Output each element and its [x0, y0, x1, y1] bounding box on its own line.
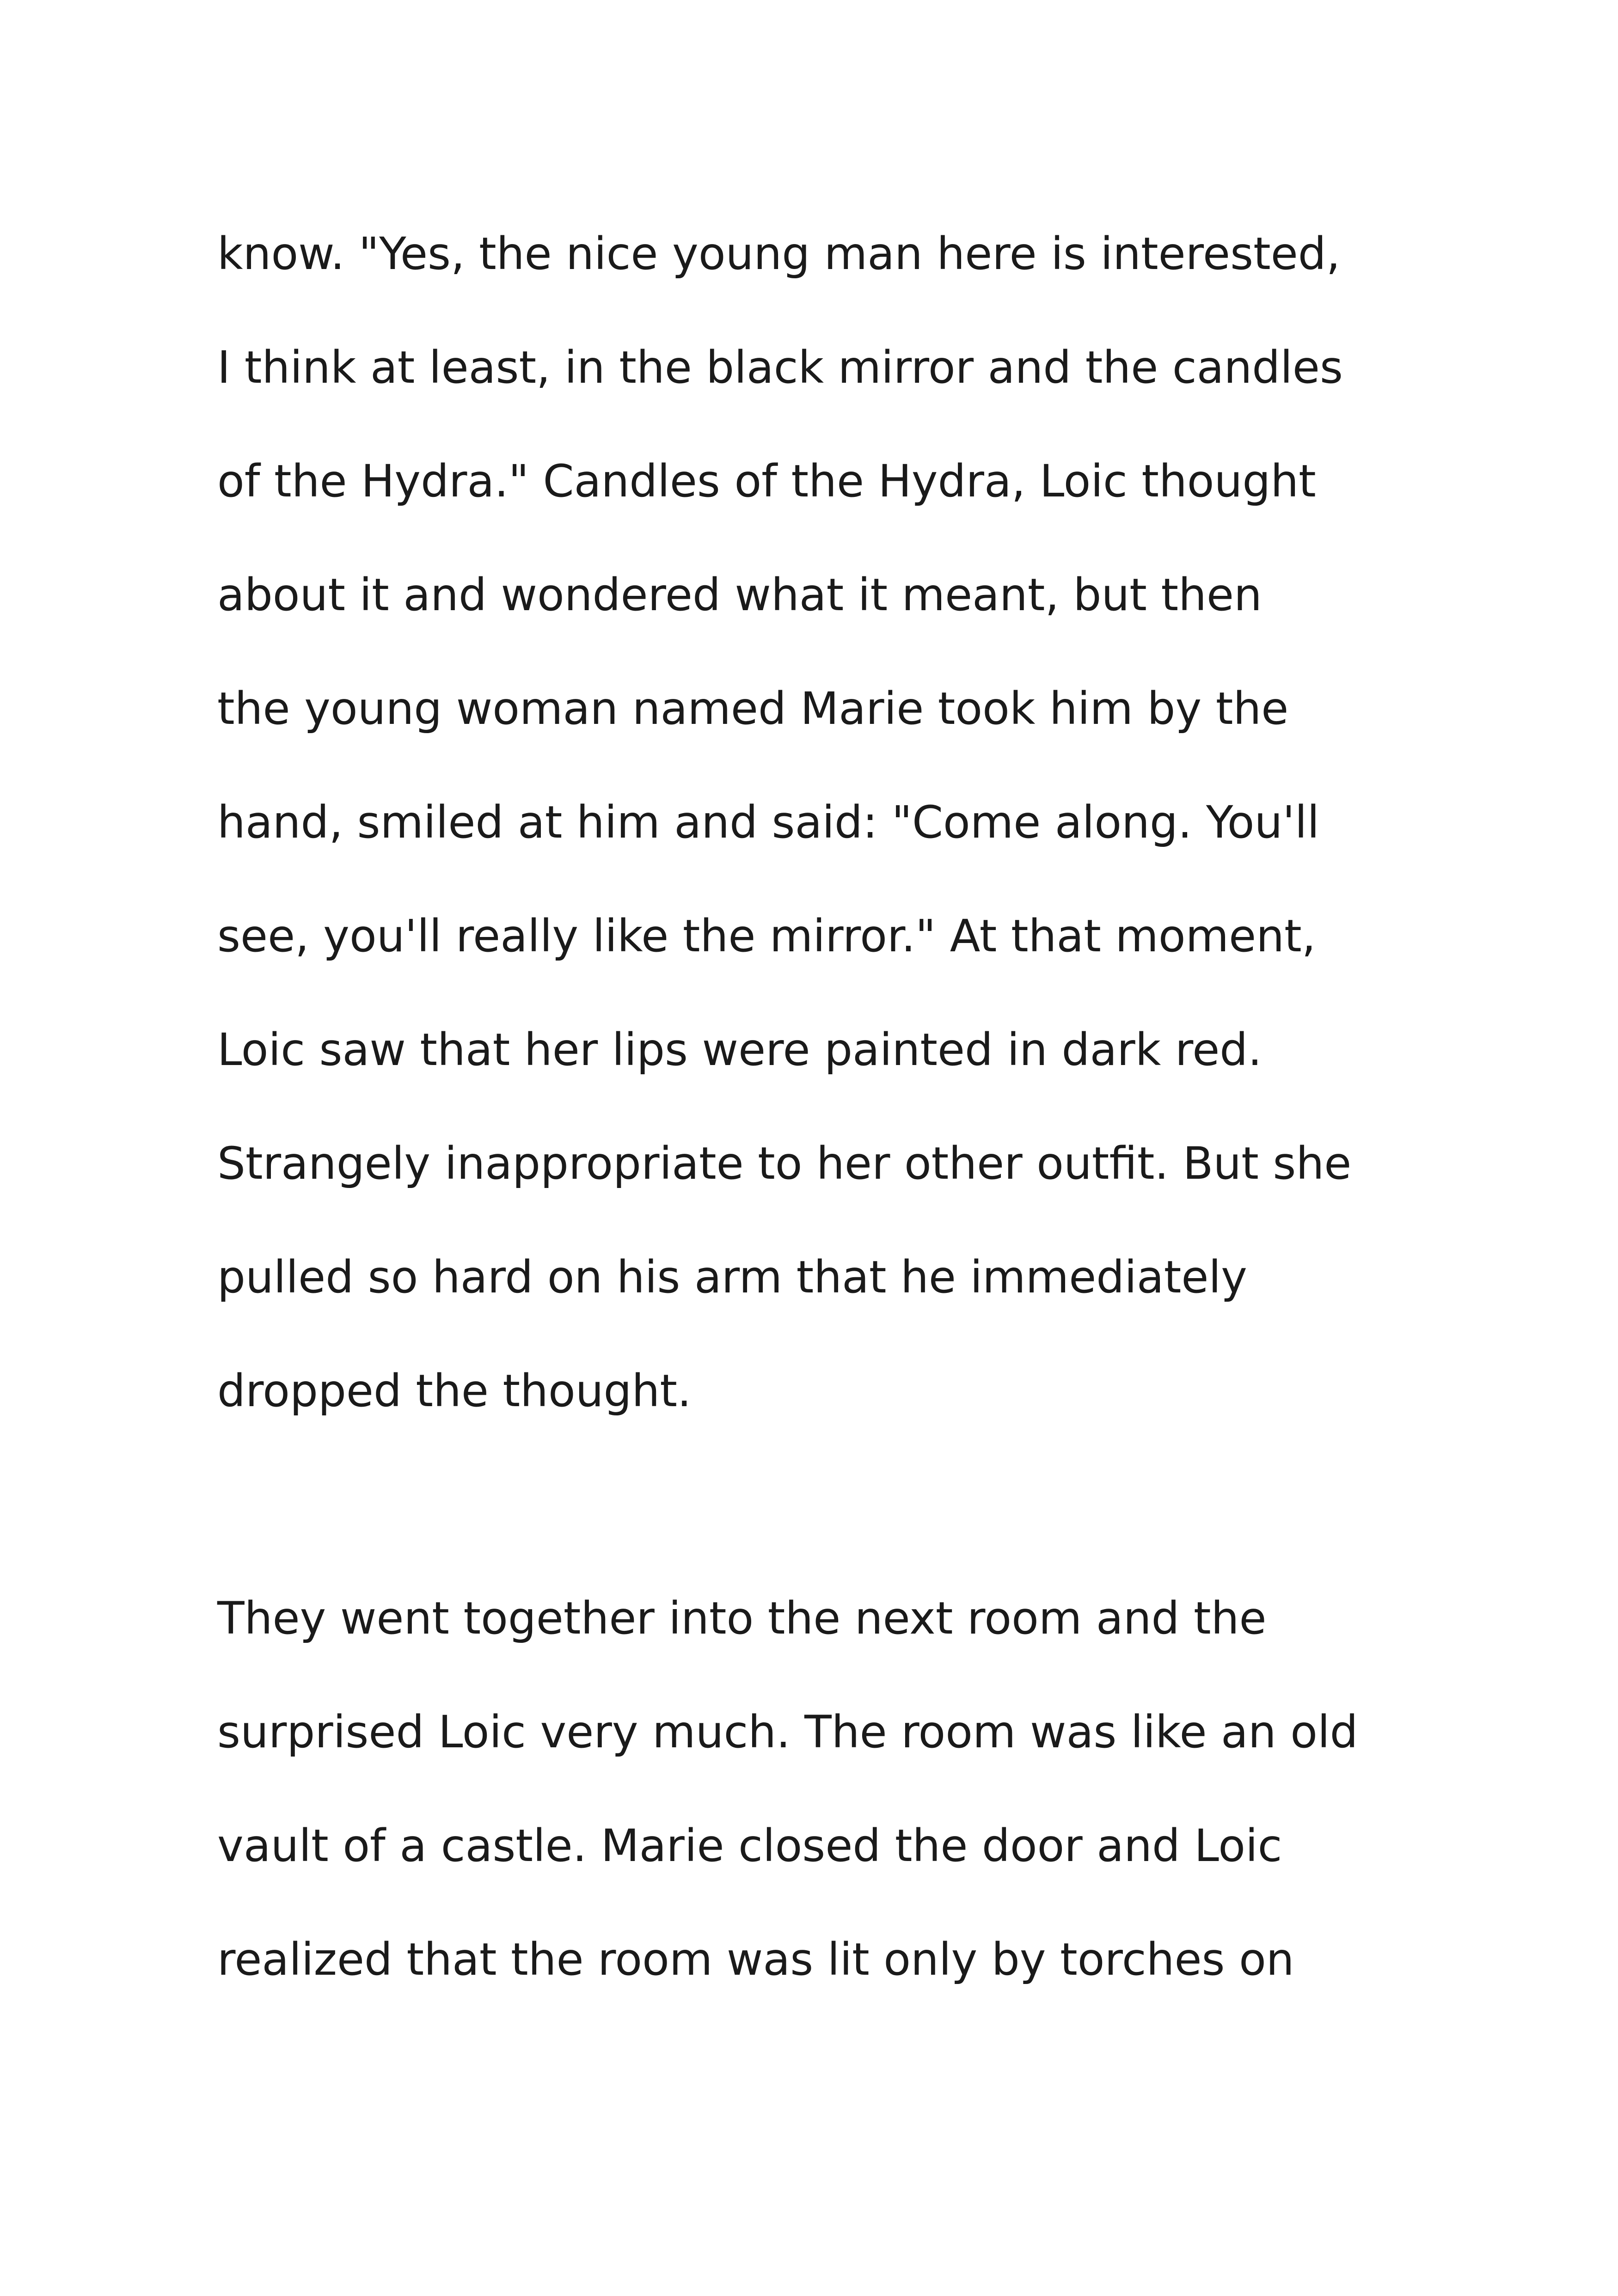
text-line: of the Hydra." Candles of the Hydra, Loic thought	[217, 455, 1316, 507]
text-line: They went together into the next room and the	[217, 1592, 1267, 1644]
text-line: the young woman named Marie took him by the	[217, 683, 1289, 735]
text-line: know. "Yes, the nice young man here is interested,	[217, 228, 1341, 280]
text-line: Strangely inappropriate to her other outfit. But she	[217, 1138, 1352, 1189]
paragraph-1	[217, 197, 1512, 1448]
text-line: Loic saw that her lips were painted in dark red.	[217, 1024, 1262, 1076]
text-line: pulled so hard on his arm that he immediately	[217, 1251, 1247, 1303]
text-line: I think at least, in the black mirror and the candles	[217, 342, 1343, 393]
text-line: surprised Loic very much. The room was like an old	[217, 1706, 1358, 1758]
text-line: dropped the thought.	[217, 1365, 692, 1417]
text-line: see, you'll really like the mirror." At that moment,	[217, 910, 1316, 962]
text-line: realized that the room was lit only by torches on	[217, 1934, 1294, 1985]
text-line: about it and wondered what it meant, but then	[217, 569, 1262, 621]
text-line: vault of a castle. Marie closed the door and Loic	[217, 1820, 1282, 1872]
text-line: hand, smiled at him and said: "Come along. You'll	[217, 796, 1320, 848]
paragraph-2	[217, 1561, 1512, 2016]
